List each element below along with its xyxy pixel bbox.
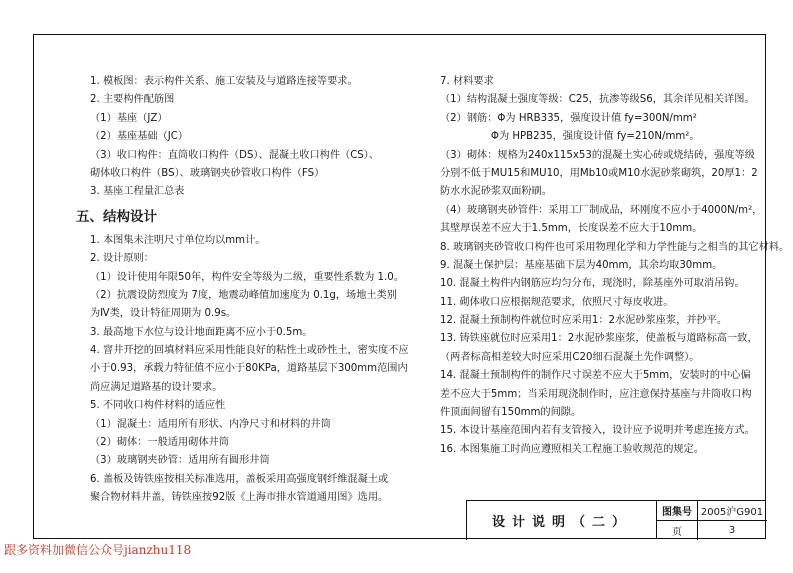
text-line: （1）设计使用年限50年，构件安全等级为二级，重要性系数为 1.0。 — [90, 271, 404, 283]
text-line: 为Ⅳ类，设计特征周期为 0.9s。 — [90, 308, 237, 320]
text-line: 4. 窨井开挖的回填材料应采用性能良好的粘性土或砂性土，密实度不应 — [90, 345, 409, 357]
title-block — [466, 507, 766, 539]
drawing-title: 设计说明（二） — [466, 500, 657, 540]
text-line: 件顶面间留有150mm的间隙。 — [440, 407, 582, 419]
text-line: 其壁厚误差不应大于1.5mm，长度误差不应大于10mm。 — [440, 223, 703, 235]
text-line: 15. 本设计基座范围内若有支管接入，设计应予说明并考虑连接方式。 — [440, 425, 755, 437]
text-line: 7. 材料要求 — [440, 76, 494, 87]
text-line: 1. 本图集未注明尺寸单位均以mm计。 — [90, 234, 266, 246]
text-line: （3）玻璃钢夹砂管：适用所有圆形井筒 — [90, 455, 270, 467]
text-line: 防水水泥砂浆双面粉刷。 — [440, 186, 553, 198]
text-line: 11. 砌体收口应根据规范要求，依照尺寸每皮收进。 — [440, 296, 674, 308]
text-line: 14. 混凝土预制构件的制作尺寸误差不应大于5mm，安装时的中心偏 — [440, 370, 751, 382]
page-label: 页 — [657, 520, 698, 540]
page-number: 3 — [728, 524, 736, 536]
text-line: 12. 混凝土预制构件就位时应采用1：2水泥砂浆座浆，并抄平。 — [440, 315, 728, 327]
text-line: 砌体收口构件（BS）、玻璃钢夹砂管收口构件（FS） — [90, 167, 325, 179]
text-line: 16. 本图集施工时尚应遵照相关工程施工验收规范的规定。 — [440, 443, 704, 455]
watermark-text: 跟多资料加微信公众号jianzhu118 — [4, 543, 192, 557]
text-line: 8. 玻璃钢夹砂管收口构件也可采用物理化学和力学性能与之相当的其它材料。 — [440, 241, 790, 253]
text-line: （2）基座基础（JC） — [90, 131, 189, 143]
text-line: 尚应满足道路基的设计要求。 — [90, 381, 223, 393]
text-line: 差不应大于5mm；当采用现浇制作时，应注意保持基座与井筒收口构 — [440, 388, 752, 400]
text-line: （3）砌体：规格为240x115x53的混凝土实心砖或烧结砖，强度等级 — [440, 149, 755, 161]
text-line: （1）混凝土：适用所有形状、内净尺寸和材料的井筒 — [90, 418, 331, 430]
text-line: （1）基座（JZ） — [90, 112, 168, 124]
text-line: Φ为 HPB235，强度设计值 fy=210N/mm²。 — [440, 131, 700, 143]
text-line: 小于0.93，承载力特征值不应小于80KPa，道路基层下300mm范围内 — [90, 363, 408, 375]
right-text-column — [440, 73, 790, 459]
text-line: （2）钢筋：Φ为 HRB335，强度设计值 fy=300N/mm² — [440, 112, 697, 124]
title-block-grid — [656, 500, 766, 539]
text-line: 聚合物材料井盖，铸铁座按92版《上海市排水管道通用图》选用。 — [90, 492, 389, 504]
text-line: 2. 设计原则： — [90, 253, 154, 265]
text-line: 2. 主要构件配筋图 — [90, 94, 175, 106]
text-line: （两者标高相差较大时应采用C20细石混凝土先作调整）。 — [440, 351, 700, 363]
text-line: 13. 铸铁座就位时应采用1：2水泥砂浆座浆，使盖板与道路标高一致， — [440, 333, 758, 345]
text-line: （4）玻璃钢夹砂管件：采用工厂制成品，环刚度不应小于4000N/m²， — [440, 204, 763, 216]
text-line: 1. 模板图：表示构件关系、施工安装及与道路连接等要求。 — [90, 76, 358, 87]
text-line: （2）抗震设防烈度为 7度，地震动峰值加速度为 0.1g，场地土类别 — [90, 289, 397, 301]
atlas-number-value: 2005沪G901 — [697, 501, 767, 521]
text-line: （3）收口构件：直筒收口构件（DS）、混凝土收口构件（CS）、 — [90, 149, 380, 161]
text-line: 6. 盖板及铸铁座按相关标准选用，盖板采用高强度钢纤维混凝土或 — [90, 473, 389, 485]
left-text-column — [76, 73, 410, 508]
text-line: 5. 不同收口构件材料的适应性 — [90, 400, 226, 412]
text-line: 10. 混凝土构件内钢筋应均匀分布，现浇时，除基座外可取消吊钩。 — [440, 278, 745, 290]
text-line: 3. 最高地下水位与设计地面距离不应小于0.5m。 — [90, 326, 313, 338]
text-line: （1）结构混凝土强度等级：C25，抗渗等级S6，其余详见相关详图。 — [440, 94, 755, 106]
text-line: 分别不低于MU15和MU10，用Mb10或M10水泥砂浆砌筑，20厚1：2 — [440, 167, 758, 179]
atlas-number-label: 图集号 — [657, 501, 698, 521]
section-heading: 五、结构设计 — [76, 208, 157, 225]
text-line: 3. 基座工程量汇总表 — [90, 186, 185, 198]
text-line: （2）砌体：一般适用砌体井筒 — [90, 437, 229, 449]
text-line: 9. 混凝土保护层：基座基础下层为40mm，其余均取30mm。 — [440, 259, 723, 271]
